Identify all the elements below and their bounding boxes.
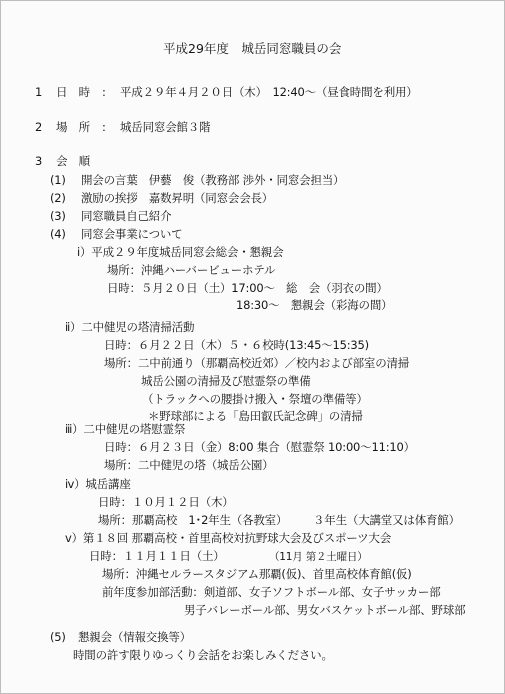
section-2-label: 場 所 [56, 120, 90, 134]
section-1-label: 日 時 [56, 85, 90, 99]
section-2-colon: : [102, 120, 106, 134]
item-1-text: 開会の言葉 伊藝 俊（教務部 渉外・同窓会担当） [81, 173, 345, 187]
sub-1-title: ⅰ）平成２９年度城岳同窓会総会・懇親会 [77, 245, 284, 259]
sub-5-title: ⅴ）第１８回 那覇高校・首里高校対抗野球大会及びスポーツ大会 [65, 531, 391, 545]
sub-5-date-note: （11月 第２土曜日） [269, 551, 368, 563]
sub-2-date: 日時：６月２２日（木）５・６校時(13:45〜15:35) [104, 338, 369, 352]
item-3-number: (3) [50, 209, 66, 223]
sub-2-place-2: 城岳公園の清掃及び慰霊祭の準備 [141, 374, 311, 388]
sub-5-date: 日時：１１月１１日（土） [89, 549, 225, 563]
item-2-text: 激励の挨拶 嘉数昇明（同窓会会長） [81, 191, 274, 205]
sub-1-date-2: 18:30〜 懇親会（彩海の間） [236, 298, 393, 312]
section-1-colon: : [102, 85, 106, 99]
sub-2-place-4: ＊野球部による「島田叡氏記念碑」の清掃 [148, 409, 363, 423]
item-5-sub: 時間の許す限りゆっくり会話をお楽しみください。 [73, 648, 333, 662]
section-3-label: 会 順 [56, 154, 90, 168]
sub-3-place: 場所：二中健児の塔（城岳公園） [104, 458, 274, 472]
section-2-number: 2 [35, 120, 43, 134]
sub-5-clubs-2: 男子バレーボール部、男女バスケットボール部、野球部 [184, 603, 466, 617]
item-5-number: (5) [50, 630, 66, 644]
sub-2-title: ⅱ）二中健児の塔清掃活動 [65, 320, 195, 334]
item-4-text: 同窓会事業について [81, 227, 183, 241]
sub-4-place-b: ３年生（大講堂又は体育館） [313, 513, 460, 527]
sub-5-clubs: 前年度参加部活動：剣道部、女子ソフトボール部、女子サッカー部 [102, 585, 441, 599]
item-2-number: (2) [50, 191, 66, 205]
item-3-text: 同窓職員自己紹介 [81, 209, 172, 223]
sub-5-place: 場所：沖縄セルラースタジアム那覇(仮)、首里高校体育館(仮) [102, 567, 412, 581]
section-3-number: 3 [35, 154, 43, 168]
sub-4-date: 日時：１０月１２日（木） [98, 495, 234, 509]
section-2-value: 城岳同窓会館３階 [120, 120, 211, 134]
sub-1-date-1: 日時：５月２０日（土）17:00〜 総 会（羽衣の間） [107, 281, 388, 295]
sub-1-place: 場所：沖縄ハーバービューホテル [107, 263, 276, 277]
section-1-value: 平成２９年４月２０日（木） 12:40〜（昼食時間を利用） [120, 85, 418, 99]
document-title: 平成29年度 城岳同窓職員の会 [163, 41, 342, 56]
sub-3-date: 日時：６月２３日（金）8:00 集合（慰霊祭 10:00〜11:10） [104, 440, 415, 454]
sub-2-place-3: （トラックへの腰掛け搬入・祭壇の準備等） [142, 392, 368, 406]
sub-4-title: ⅳ）城岳講座 [65, 477, 131, 491]
sub-3-title: ⅲ）二中健児の塔慰霊祭 [65, 422, 186, 436]
sub-4-place: 場所：那覇高校 1･2年生（各教室） [98, 513, 288, 527]
item-4-number: (4) [50, 227, 66, 241]
item-1-number: (1) [50, 173, 66, 187]
item-5-text: 懇親会（情報交換等） [78, 630, 191, 644]
sub-2-place: 場所：二中前通り（那覇高校近郊）／校内および部室の清掃 [104, 356, 410, 370]
section-1-number: 1 [35, 85, 43, 99]
